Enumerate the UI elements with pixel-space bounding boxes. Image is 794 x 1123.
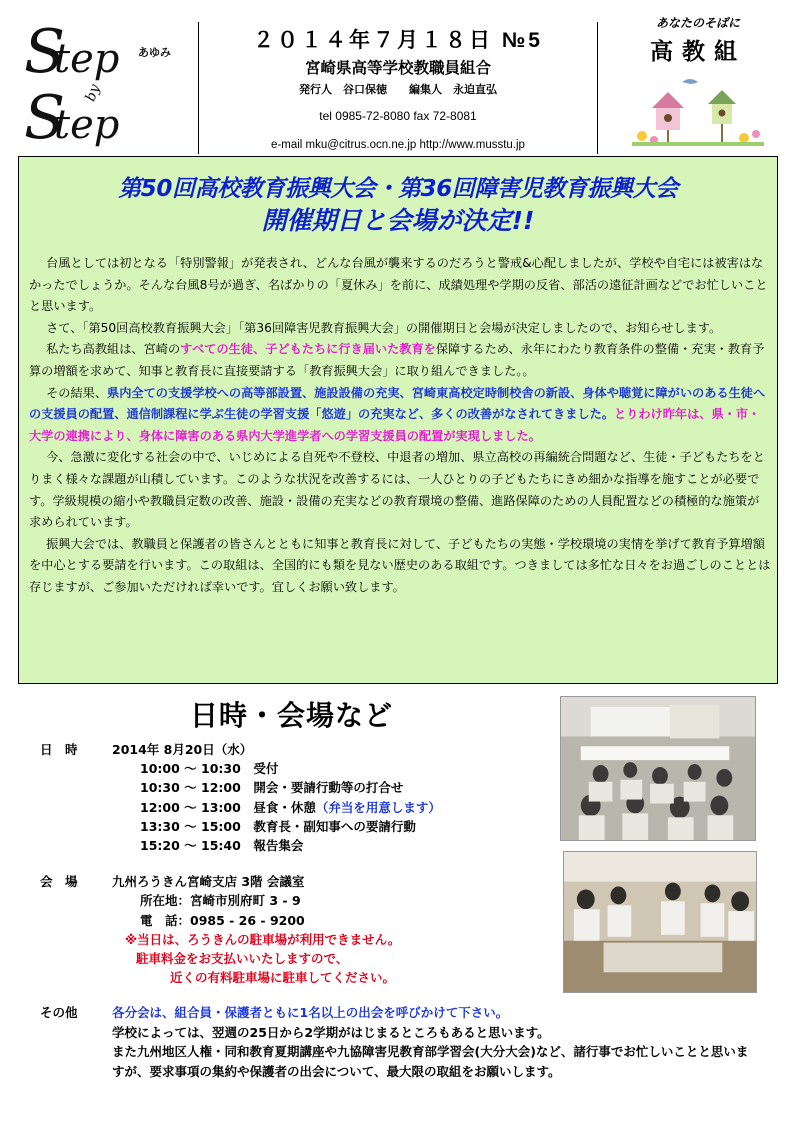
masthead xyxy=(198,22,598,154)
schedule-time: 12:00 ～ 13:00 xyxy=(140,799,241,815)
issue-date: ２０１４年７月１８日 xyxy=(253,29,494,52)
brand-tagline: あなたのそばに xyxy=(655,16,740,30)
birdhouse-illustration xyxy=(618,68,778,150)
other-label: その他 xyxy=(40,1005,78,1020)
other-line-1: 各分会は、組合員・保護者ともに1名以上の出会を呼びかけて下さい。 xyxy=(112,1005,509,1020)
birdhouse-right-icon xyxy=(708,90,736,144)
photo-icon xyxy=(564,852,756,992)
step-by-step-logo xyxy=(18,10,178,150)
address-row xyxy=(40,891,560,910)
paragraph-2: さて、「第50回高校教育振興大会」「第36回障害児教育振興大会」の開催期日と会場が決定しましたので、お知らせします。 xyxy=(46,320,722,335)
venue-phone: 電 話：0985 - 26 - 9200 xyxy=(140,912,305,928)
schedule-event: 教育長・副知事への要請行動 xyxy=(253,818,416,834)
article-body xyxy=(29,253,771,599)
headline-line-1: 第50回高校教育振興大会・第36回障害児教育振興大会 xyxy=(118,176,678,202)
photo-icon xyxy=(561,697,755,840)
issue-date-line xyxy=(199,24,597,54)
organization-name: 宮崎県高等学校教職員組合 xyxy=(304,59,491,77)
logo-tep1: tep xyxy=(54,36,120,82)
parking-warning-2: 駐車料金をお支払いいたしますので、 xyxy=(136,950,349,966)
birdhouse-left-icon xyxy=(652,92,684,144)
schedule-item xyxy=(40,836,560,855)
date-label: 日 時 xyxy=(40,742,78,757)
other-line-3: また九州地区人権・同和教育夏期講座や九協障害児教育部学習会(大分大会)など、諸行事でお忙しいことと思いますが、要求事項の集約や保護者の出会について、最大限の取組をお願いします。 xyxy=(112,1044,749,1079)
schedule-item xyxy=(40,798,560,817)
schedule-item xyxy=(40,759,560,778)
other-notes xyxy=(40,1003,760,1081)
meeting-photo-1 xyxy=(560,696,756,841)
schedule-time: 10:30 ～ 12:00 xyxy=(140,780,241,796)
schedule-event: 昼食・休憩 xyxy=(253,799,316,815)
date-row xyxy=(40,740,560,759)
headline xyxy=(19,173,777,237)
publisher-editor: 発行人 谷口保徳 編集人 永迫直弘 xyxy=(299,83,497,96)
schedule-event: 開会・要請行動等の打合せ xyxy=(253,780,404,796)
p3-text-c: 保障するため、永年にわたり教育条件の整備・充実・教育予算の増額を求めて、知事と教育長に直接要請する「教育振興大会」に取り組んできました。。 xyxy=(29,342,765,378)
meeting-photo-2 xyxy=(563,851,757,993)
contact-phone: tel 0985-72-8080 fax 72-8081 xyxy=(319,109,477,123)
phone-row xyxy=(40,911,560,930)
brand-name: 高教組 xyxy=(650,39,746,65)
venue-row xyxy=(40,872,560,891)
p4-text-a: その結果、 xyxy=(46,385,108,400)
parking-warning-1: ※当日は、ろうきんの駐車場が利用できません。 xyxy=(125,931,401,947)
schedule-time: 15:20 ～ 15:40 xyxy=(140,837,241,853)
other-line-2: 学校によっては、翌週の25日から2学期がはじまるところもあると思います。 xyxy=(112,1024,550,1040)
p3-text-a: 私たち高教組は、宮崎の xyxy=(46,342,181,357)
venue-address: 所在地：宮崎市別府町 3 - 9 xyxy=(140,893,301,909)
bird-icon xyxy=(682,79,698,84)
paragraph-5: 今、急激に変化する社会の中で、いじめによる自死や不登校、中退者の増加、県立高校の再編統合問題など、生徒・子どもたちをとりまく様々な課題が山積しています。このような状況を改善するには、一人ひとりの子どもたちにきめ細かな指導を施すことが必要です。学級規模の縮小や教職員定数の改善、施設・設備の充実などの教育環境の整備、進路保障のための人員配置などの積極的な施策が求められています。 xyxy=(29,450,765,530)
header xyxy=(18,10,778,150)
schedule-time: 10:00 ～ 10:30 xyxy=(140,761,241,777)
paragraph-3 xyxy=(29,339,771,382)
paragraph-1: 台風としては初となる「特別警報」が発表され、どんな台風が襲来するのだろうと警戒&心配しましたが、学校や自宅には被害はなかったでしょうか。そんな台風8号が過ぎ、名ばかりの「夏休み」を前に、成績処理や学期の反省、部活の遠征計画などでお忙しいことと思います。 xyxy=(29,256,768,314)
schedule-time: 13:30 ～ 15:00 xyxy=(140,818,241,834)
schedule-event: 受付 xyxy=(253,761,279,777)
logo-ayumi: あゆみ xyxy=(138,46,171,59)
paragraph-4 xyxy=(29,383,771,448)
schedule-title: 日時・会場など xyxy=(190,699,394,732)
p4-highlight-blue: 県内全ての支援学校への高等部設置、施設設備の充実、宮崎東高校定時制校舎の新設、身体や聴覚に障がいのある生徒への支援員の配置、通信制課程に学ぶ生徒の学習支援「悠遊」の充実など、多くの改善がなされてきました。 xyxy=(29,385,766,422)
logo-s2: S xyxy=(24,83,66,150)
venue-label: 会 場 xyxy=(40,874,78,890)
issue-number: №5 xyxy=(501,29,543,52)
date-value: 2014年 8月20日（水） xyxy=(112,742,253,757)
logo-tep2: tep xyxy=(54,102,120,148)
lunch-note: （弁当を用意します） xyxy=(315,799,441,815)
brand-block xyxy=(618,14,778,150)
logo-s1: S xyxy=(24,17,66,87)
schedule-item xyxy=(40,817,560,836)
p3-highlight: すべての生徒、子どもたちに行き届いた教育を xyxy=(180,342,436,357)
paragraph-6: 振興大会では、教職員と保護者の皆さんとともに知事と教育長に対して、子どもたちの実態・学校環境の実情を挙げて教育予算増額を中心とする要請を行います。この取組は、全国的にも類を見ない歴史のある取組です。つきましては多忙な日々をお過ごしのこととは存じますが、ご参加いただければ幸いです。宜しくお願い致します。 xyxy=(29,536,771,594)
main-article-box xyxy=(18,156,778,684)
flowers-icon xyxy=(632,130,764,146)
schedule-block xyxy=(40,740,560,987)
venue-name: 九州ろうきん宮崎支店 3階 会議室 xyxy=(112,874,305,890)
p4-highlight-magenta: とりわけ昨年は、県・市・大学の連携により、身体に障害のある県内大学進学者への学習支援員の配置が実現しました。 xyxy=(29,407,761,443)
contact-email-web: e-mail mku@citrus.ocn.ne.jp http://www.musstu.jp xyxy=(271,139,525,151)
schedule-event: 報告集会 xyxy=(253,837,304,853)
logo-by: by xyxy=(82,82,104,104)
headline-line-2: 開催期日と会場が決定!! xyxy=(261,206,535,235)
schedule-item xyxy=(40,778,560,797)
logo-graphic xyxy=(18,10,178,150)
parking-warning-3: 近くの有料駐車場に駐車してください。 xyxy=(170,970,396,986)
